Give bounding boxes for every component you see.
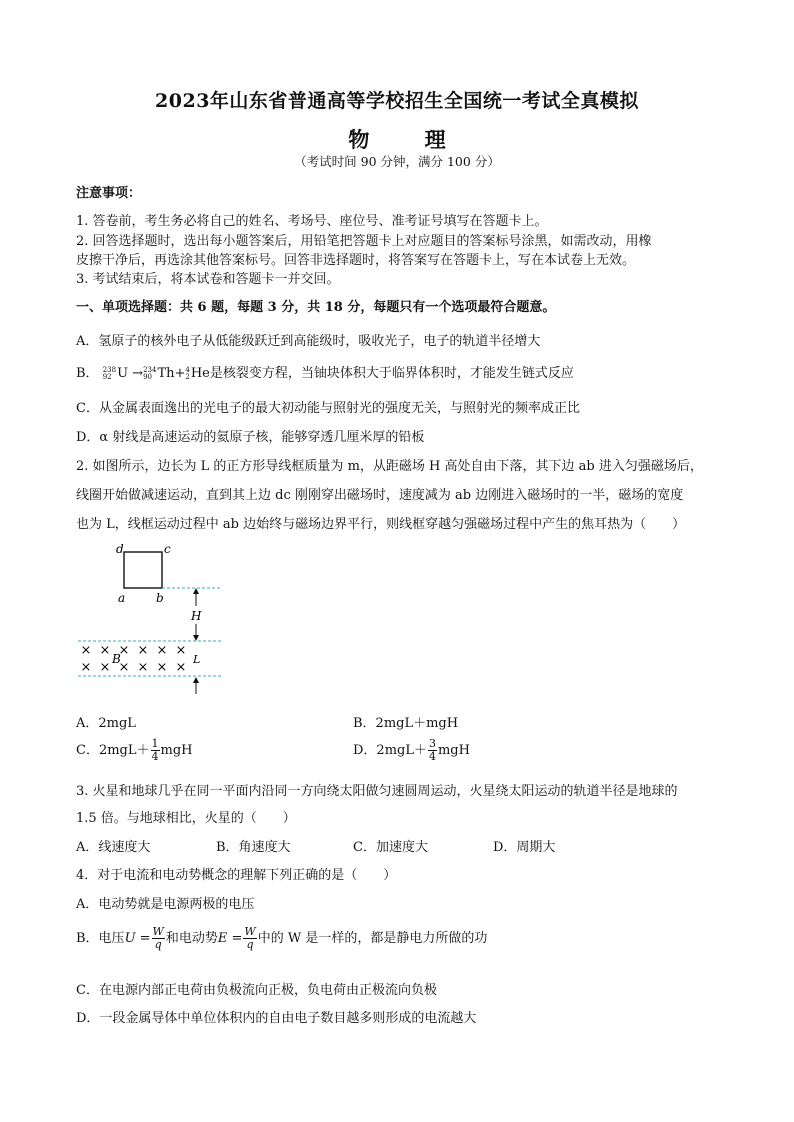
field-cross-mark: ×	[80, 660, 92, 675]
q1-option-b: B． 238 92 U → 234 90 Th+ 4 2 He是核裂变方程，当铀块体积大于临界体积时，才能发生链式反应	[76, 365, 574, 381]
q2-stem-line-2: 线圈开始做减速运动，直到其上边 dc 刚刚穿出磁场时，速度减为 ab 边刚进入磁场时的一半，磁场的宽度	[76, 488, 684, 503]
label-h: H	[191, 609, 202, 623]
exam-info: （考试时间 90 分钟，满分 100 分）	[294, 154, 500, 169]
magnetic-field-crosses	[81, 643, 187, 675]
label-a: a	[118, 591, 126, 605]
wire-frame	[124, 552, 162, 588]
q4-option-d: D．一段金属导体中单位体积内的自由电子数目越多则形成的电流越大	[76, 1011, 477, 1026]
field-cross-mark: ×	[80, 643, 92, 658]
l-arrowhead-up	[193, 677, 199, 683]
label-b-field: B	[112, 652, 121, 666]
u-nuclide: 238 92	[102, 365, 117, 381]
note-item-2: 2. 回答选择题时，选出每小题答案后，用铅笔把答题卡上对应题目的答案标号涂黑，如需改动，用橡	[76, 234, 652, 249]
field-cross-mark: ×	[175, 660, 187, 675]
q4-stem: 4．对于电流和电动势概念的理解下列正确的是（ ）	[76, 868, 397, 883]
label-c: c	[164, 542, 171, 556]
label-b: b	[156, 591, 164, 605]
label-d: d	[116, 542, 124, 556]
q4-option-c: C．在电源内部正电荷由负极流向正极，负电荷由正极流向负极	[76, 983, 437, 998]
field-cross-mark: ×	[118, 643, 130, 658]
notes-heading: 注意事项：	[76, 186, 142, 201]
q3-stem-line-2: 1.5 倍。与地球相比，火星的（ ）	[76, 811, 296, 826]
field-cross-mark: ×	[156, 660, 168, 675]
exam-title: 2023年山东省普通高等学校招生全国统一考试全真模拟	[155, 90, 639, 112]
q3-option-b: B．角速度大	[216, 840, 291, 855]
q2-figure	[76, 538, 236, 698]
q3-option-d: D．周期大	[493, 840, 556, 855]
subject-title: 物 理	[348, 127, 470, 152]
note-item-1: 1. 答卷前，考生务必将自己的姓名、考场号、座位号、准考证号填写在答题卡上。	[76, 214, 548, 229]
he-nuclide: 4 2	[185, 365, 190, 381]
q2-option-c: C．2mgL＋ $\frac{1}{4}$ mgH	[76, 737, 193, 763]
q3-option-c: C．加速度大	[353, 840, 428, 855]
q2-stem-line-3: 也为 L，线框运动过程中 ab 边始终与磁场边界平行，则线框穿越匀强磁场过程中产生的焦耳热为（ ）	[76, 517, 686, 532]
q1-option-d: D．α 射线是高速运动的氦原子核，能够穿透几厘米厚的铅板	[76, 430, 425, 445]
q1-option-a: A．氢原子的核外电子从低能级跃迁到高能级时，吸收光子，电子的轨道半径增大	[76, 334, 541, 349]
field-cross-mark: ×	[99, 660, 111, 675]
th-nuclide: 234 90	[143, 365, 157, 381]
field-cross-mark: ×	[137, 643, 149, 658]
q4-option-b: B．电压U = $\frac{W}{q}$ 和电动势E = $\frac{W}{q}$ 中的 W 是一样的，都是静电力所做的功	[76, 925, 488, 951]
q3-stem-line-1: 3. 火星和地球几乎在同一平面内沿同一方向绕太阳做匀速圆周运动，火星绕太阳运动的轨道半径是地球的	[76, 784, 678, 799]
q2-option-b: B．2mgL＋mgH	[353, 716, 459, 731]
q2-option-a: A．2mgL	[76, 716, 136, 731]
section-heading: 一、单项选择题：共 6 题，每题 3 分，共 18 分，每题只有一个选项最符合题意。	[76, 300, 556, 315]
q4-option-a: A．电动势就是电源两极的电压	[76, 897, 255, 912]
label-l: L	[193, 653, 201, 666]
h-arrowhead-down	[193, 635, 199, 641]
field-cross-mark: ×	[137, 660, 149, 675]
note-item-3: 3. 考试结束后，将本试卷和答题卡一并交回。	[76, 272, 340, 287]
q3-option-a: A．线速度大	[76, 840, 151, 855]
field-cross-mark: ×	[118, 660, 130, 675]
q2-stem-line-1: 2. 如图所示，边长为 L 的正方形导线框质量为 m，从距磁场 H 高处自由下落，其下边 ab 进入匀强磁场后，	[76, 459, 703, 474]
q2-option-d: D．2mgL＋ $\frac{3}{4}$ mgH	[353, 737, 470, 763]
q1-option-c: C．从金属表面逸出的光电子的最大初动能与照射光的强度无关，与照射光的频率成正比	[76, 401, 580, 416]
field-cross-mark: ×	[156, 643, 168, 658]
note-item-2-cont: 皮擦干净后，再选涂其他答案标号。回答非选择题时，将答案写在答题卡上，写在本试卷上无效。	[76, 253, 636, 268]
field-cross-mark: ×	[99, 643, 111, 658]
field-cross-mark: ×	[175, 643, 187, 658]
h-arrowhead-up	[193, 588, 199, 594]
